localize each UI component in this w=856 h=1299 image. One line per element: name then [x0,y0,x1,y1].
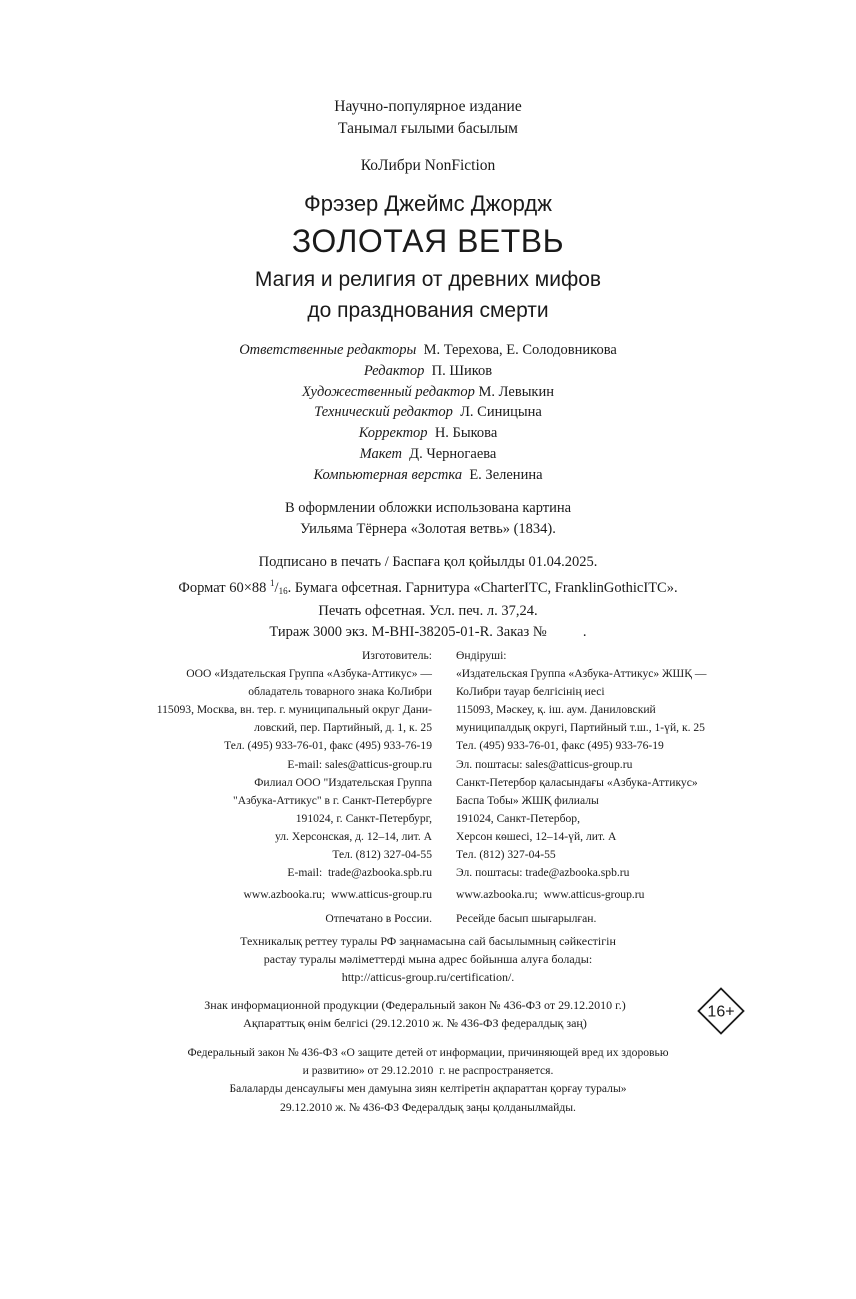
credit-person: Д. Черногаева [409,445,497,462]
cover-note-line-1: В оформлении обложки использована картина [284,500,572,516]
book-title: ЗОЛОТАЯ ВЕТВЬ [291,223,565,259]
credit-person: Н. Быкова [434,425,498,442]
book-subtitle [0,264,856,326]
credit-role: Технический редактор [314,404,453,421]
credit-line [0,340,856,361]
credit-line [0,444,856,465]
branch-address-ru-1: 191024, г. Санкт-Петербург, [295,811,432,825]
age-rating-icon [697,987,745,1035]
cover-note [0,498,856,540]
credit-role: Макет [359,445,402,462]
printed-in-russia: Отпечатано в России. [325,912,432,926]
format-numerator: 1 [270,577,275,588]
credit-line [0,465,856,486]
print-run-line: Тираж 3000 экз. М-ВНІ-38205-01-R. Заказ № . [269,623,587,640]
law-line-4: 29.12.2010 ж. № 436-ФЗ Федералдық заңы қолданылмайды. [280,1100,576,1114]
manufacturer-label-kz: Өндіруші: [456,649,507,662]
branch-ru-line-2: "Азбука-Аттикус" в г. Санкт-Петербурге [232,793,432,807]
series-name: КоЛибри NonFiction [360,157,496,174]
branch-address-ru-2: ул. Херсонская, д. 12–14, лит. А [274,829,432,843]
manufacturer-label-ru: Изготовитель: [362,649,432,662]
credit-role: Ответственные редакторы [239,342,417,358]
branch-ru-line-1: Филиал ООО "Издательская Группа [254,775,432,789]
websites-kz: www.azbooka.ru; www.atticus-group.ru [456,888,645,902]
credit-line [0,361,856,382]
branch-phone-ru: Тел. (812) 327-04-55 [332,848,432,862]
printing-line: Печать офсетная. Усл. печ. л. 37,24. [318,603,538,620]
branch-kz-line-1: Санкт-Петербор қаласындағы «Азбука-Аттикус» [456,775,698,789]
trademark-owner-kz: КоЛибри тауар белгісінің иесі [456,685,605,699]
print-details [0,552,856,642]
websites-ru: www.azbooka.ru; www.atticus-group.ru [243,888,432,902]
address-ru-line-1: 115093, Москва, вн. тер. г. муниципальный округ Дани- [156,703,432,717]
edition-type-ru: Научно-популярное издание [334,98,522,115]
law-line-1: Федеральный закон № 436-ФЗ «О защите детей от информации, причиняющей вред их здоровью [187,1046,669,1059]
format-suffix: . Бумага офсетная. Гарнитура «CharterITC, FranklinGothicITC». [287,579,678,596]
credit-person: М. Терехова, Е. Солодовникова [423,342,617,358]
credits-list [0,340,856,486]
subtitle-line-2: до празднования смерти [307,299,549,322]
credit-role: Художественный редактор [301,383,475,400]
trademark-owner-ru: обладатель товарного знака КоЛибри [248,685,432,699]
company-name-ru: ООО «Издательская Группа «Азбука-Аттикус» — [186,667,432,681]
certification-line-1: Техникалық реттеу туралы РФ заңнамасына сай басылымның сәйкестігін [240,934,616,948]
credit-line [0,423,856,444]
edition-type-kz: Танымал ғылыми басылым [338,120,518,137]
format-line: Формат 60×88 $^1/_{16}$. Бумага офсетная. Гарнитура «CharterITC, FranklinGothicITC». [178,577,678,596]
branch-address-kz-2: Херсон көшесі, 12–14-үй, лит. А [456,829,617,843]
branch-address-kz-1: 191024, Санкт-Петербор, [456,811,580,825]
credit-line [0,382,856,403]
age-rating-badge [697,987,745,1035]
credit-person: Е. Зеленина [469,466,543,483]
company-name-kz: «Издательская Группа «Азбука-Аттикус» ЖШҚ — [456,667,707,681]
branch-email-ru: E-mail: trade@azbooka.spb.ru [287,866,432,880]
credit-role: Компьютерная верстка [313,466,463,483]
phone-kz: Тел. (495) 933-76-01, факс (495) 933-76-19 [456,739,664,753]
printed-in-russia-kz: Ресейде басып шығарылған. [456,912,597,926]
branch-phone-kz: Тел. (812) 327-04-55 [456,848,556,862]
credit-person: П. Шиков [431,362,493,379]
signed-for-print: Подписано в печать / Баспаға қол қойылды 01.04.2025. [258,554,598,570]
address-kz-line-2: муниципалдық округі, Партийный т.ш., 1-үй, к. 25 [456,721,705,735]
format-denominator: 16 [278,585,288,596]
email-kz: Эл. поштасы: sales@atticus-group.ru [456,757,633,771]
credit-person: М. Левыкин [478,383,554,400]
manufacturer-ru-column [60,647,432,928]
info-sign-line-kz: Ақпараттық өнім белгісі (29.12.2010 ж. № 436-ФЗ федералдық заң) [243,1016,587,1031]
author-name: Фрэзер Джеймс Джордж [304,191,552,216]
law-line-2: и развитию» от 29.12.2010 г. не распространяется. [302,1064,554,1078]
credit-line [0,402,856,423]
edition-type [0,96,856,140]
certification-line-2: растау туралы мәліметтерді мына адрес бойынша алуға болады: [263,952,593,967]
cover-note-line-2: Уильяма Тёрнера «Золотая ветвь» (1834). [300,521,556,537]
age-rating-label: 16+ [707,1003,735,1021]
phone-ru: Тел. (495) 933-76-01, факс (495) 933-76-19 [224,739,432,753]
credit-role: Редактор [363,362,425,379]
address-kz-line-1: 115093, Мәскеу, қ. іш. аум. Даниловский [456,703,656,717]
info-sign-line-ru: Знак информационной продукции (Федеральный закон № 436-ФЗ от 29.12.2010 г.) [204,998,626,1012]
manufacturer-kz-column [456,647,796,928]
certification-url: http://atticus-group.ru/certification/. [341,970,515,985]
subtitle-line-1: Магия и религия от древних мифов [254,268,602,291]
credit-person: Л. Синицына [460,404,542,421]
law-notice [0,1044,856,1117]
certification-note [0,932,856,987]
branch-kz-line-2: Баспа Тобы» ЖШҚ филиалы [456,793,599,807]
credit-role: Корректор [358,425,428,442]
branch-email-kz: Эл. поштасы: trade@azbooka.spb.ru [456,866,630,880]
address-ru-line-2: ловский, пер. Партийный, д. 1, к. 25 [254,721,432,735]
law-line-3: Балаларды денсаулығы мен дамуына зиян келтіретін ақпараттан қорғау туралы» [229,1082,627,1096]
format-prefix: Формат 60×88 [178,579,267,596]
email-ru: E-mail: sales@atticus-group.ru [287,757,432,771]
